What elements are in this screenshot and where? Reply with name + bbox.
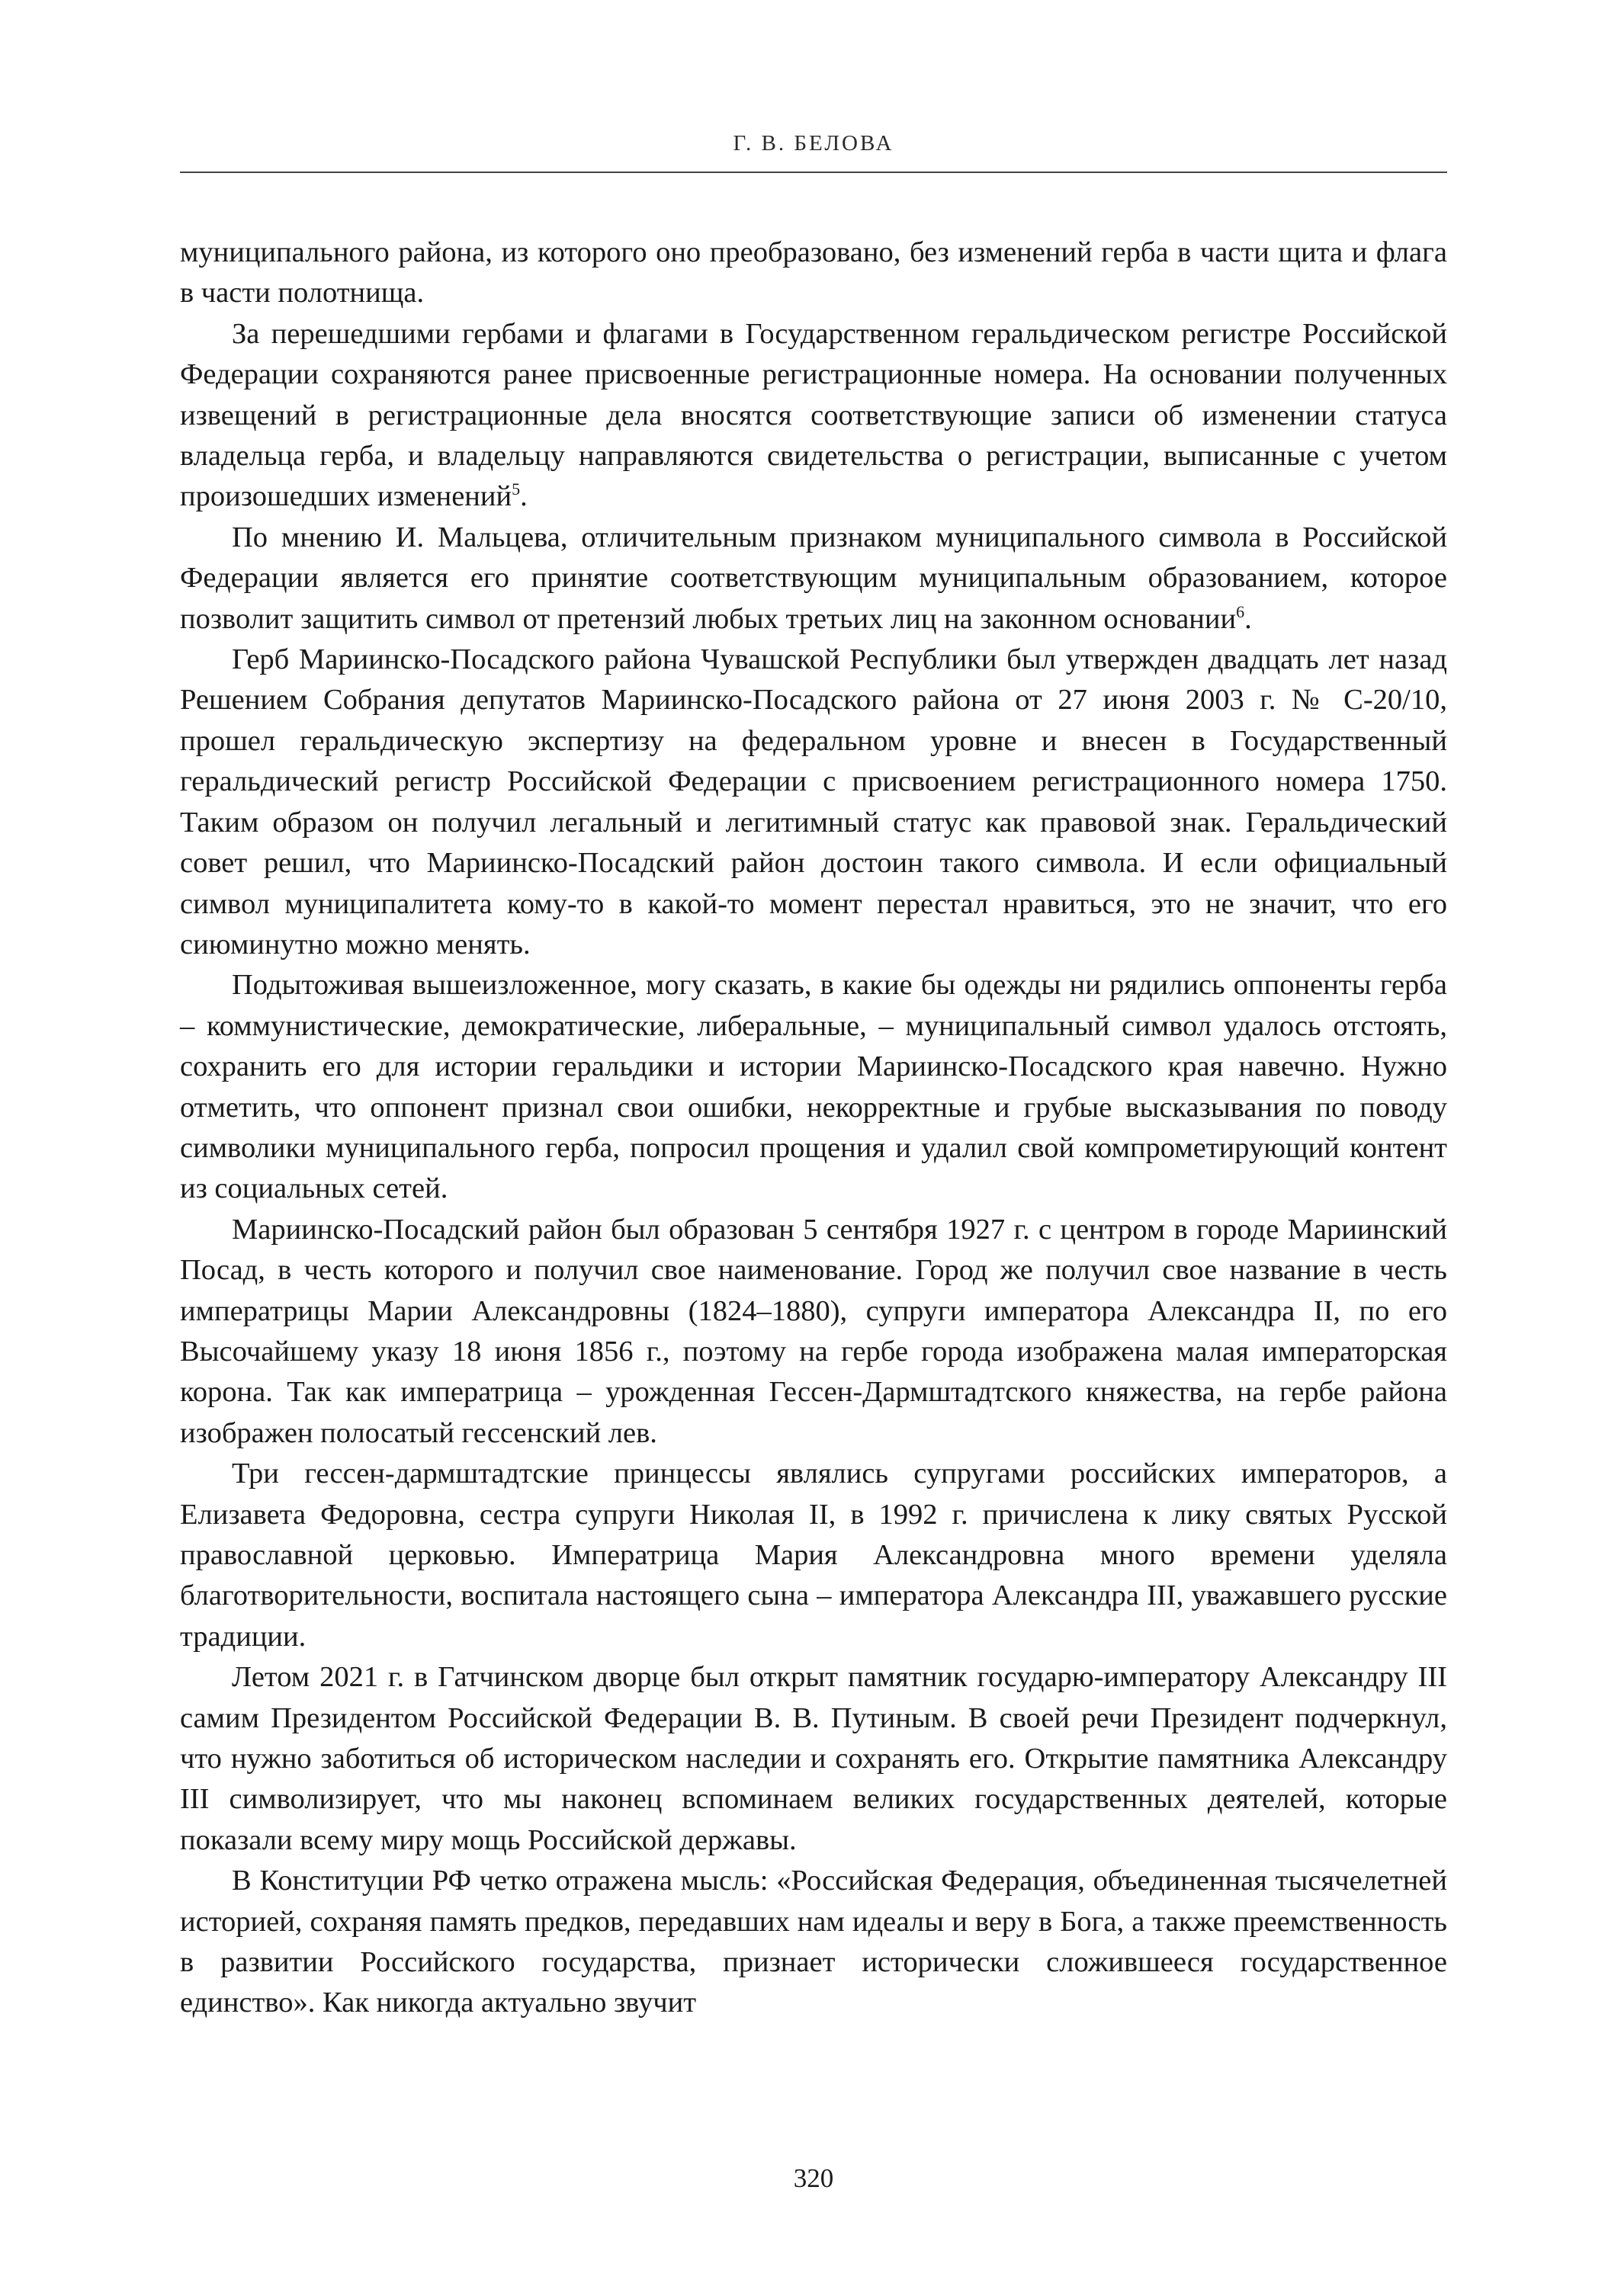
- paragraph: [180, 965, 1447, 1209]
- paragraph-continuation: [180, 232, 1447, 314]
- body-text: [180, 232, 1447, 2024]
- paragraph-text: В Конституции РФ четко отражена мысль: «Российская Федерация, объединенная тысячелетней историей, сохраняя память предков, передавших нам идеалы и веру в Бога, а также преемственность в развитии Российского государства, признает исторически сложившееся государственное единство». Как никогда актуально звучит: [180, 1865, 1447, 2019]
- paragraph: [180, 1657, 1447, 1861]
- footnote-ref: 5: [512, 479, 521, 499]
- paragraph-text: Герб Мариинско-Посадского района Чувашской Республики был утвержден двадцать лет назад Решением Собрания депутатов Мариинско-Посадского района от 27 июня 2003 г. № С-20/10, прошел геральдическую экспертизу на федеральном уровне и внесен в Государственный геральдический регистр Российской Федерации с присвоением регистрационного номера 1750. Таким образом он получил легальный и легитимный статус как правовой знак. Геральдический совет решил, что Мариинско-Посадский район достоин такого символа. И если официальный символ муниципалитета кому-то в какой-то момент перестал нравиться, это не значит, что его сиюминутно можно менять.: [180, 643, 1447, 960]
- paragraph-tail: .: [1244, 602, 1252, 635]
- paragraph: [180, 640, 1447, 965]
- paragraph-text: Летом 2021 г. в Гатчинском дворце был открыт памятник государю-императору Александру III самим Президентом Российской Федерации В. В. Путиным. В своей речи Президент подчеркнул, что нужно заботиться об историческом наследии и сохранять его. Открытие памятника Александру III символизирует, что мы наконец вспоминаем великих государственных деятелей, которые показали всему миру мощь Российской державы.: [180, 1661, 1447, 1856]
- paragraph: [180, 314, 1447, 518]
- page-number: 320: [793, 2163, 834, 2193]
- paragraph-text: муниципального района, из которого оно преобразовано, без изменений герба в части щита и флага в части полотнища.: [180, 236, 1447, 309]
- paragraph: [180, 1861, 1447, 2024]
- paragraph-text: Подытоживая вышеизложенное, могу сказать, в какие бы одежды ни рядились оппоненты герба – коммунистические, демократические, либеральные, – муниципальный символ удалось отстоять, сохранить его для истории геральдики и истории Мариинско-Посадского края навечно. Нужно отметить, что оппонент признал свои ошибки, некорректные и грубые высказывания по поводу символики муниципального герба, попросил прощения и удалил свой компрометирующий контент из социальных сетей.: [180, 969, 1447, 1205]
- paragraph: [180, 518, 1447, 640]
- paragraph: [180, 1454, 1447, 1657]
- footnote-ref: 6: [1236, 601, 1245, 621]
- paragraph-tail: .: [520, 480, 528, 513]
- running-head: Г. В. БЕЛОВА: [733, 131, 894, 156]
- paragraph-text: Мариинско-Посадский район был образован 5 сентября 1927 г. с центром в городе Мариинский Посад, в честь которого и получил свое наименование. Город же получил свое название в честь императрицы Марии Александровны (1824–1880), супруги императора Александра II, по его Высочайшему указу 18 июня 1856 г., поэтому на гербе города изображена малая императорская корона. Так как императрица – урожденная Гессен-Дармштадтского княжества, на гербе района изображен полосатый гессенский лев.: [180, 1213, 1447, 1449]
- paragraph-text: По мнению И. Мальцева, отличительным признаком муниципального символа в Российской Федерации является его принятие соответствующим муниципальным образованием, которое позволит защитить символ от претензий любых третьих лиц на законном основании: [180, 521, 1447, 635]
- paragraph: [180, 1210, 1447, 1454]
- paragraph-text: За перешедшими гербами и флагами в Государственном геральдическом регистре Российской Федерации сохраняются ранее присвоенные регистрационные номера. На основании полученных извещений в регистрационные дела вносятся соответствующие записи об изменении статуса владельца герба, и владельцу направляются свидетельства о регистрации, выписанные с учетом произошедших изменений: [180, 317, 1447, 513]
- header-rule: [180, 172, 1447, 173]
- paragraph-text: Три гессен-дармштадтские принцессы являлись супругами российских императоров, а Елизавета Федоровна, сестра супруги Николая II, в 1992 г. причислена к лику святых Русской православной церковью. Императрица Мария Александровна много времени уделяла благотворительности, воспитала настоящего сына – императора Александра III, уважавшего русские традиции.: [180, 1457, 1447, 1653]
